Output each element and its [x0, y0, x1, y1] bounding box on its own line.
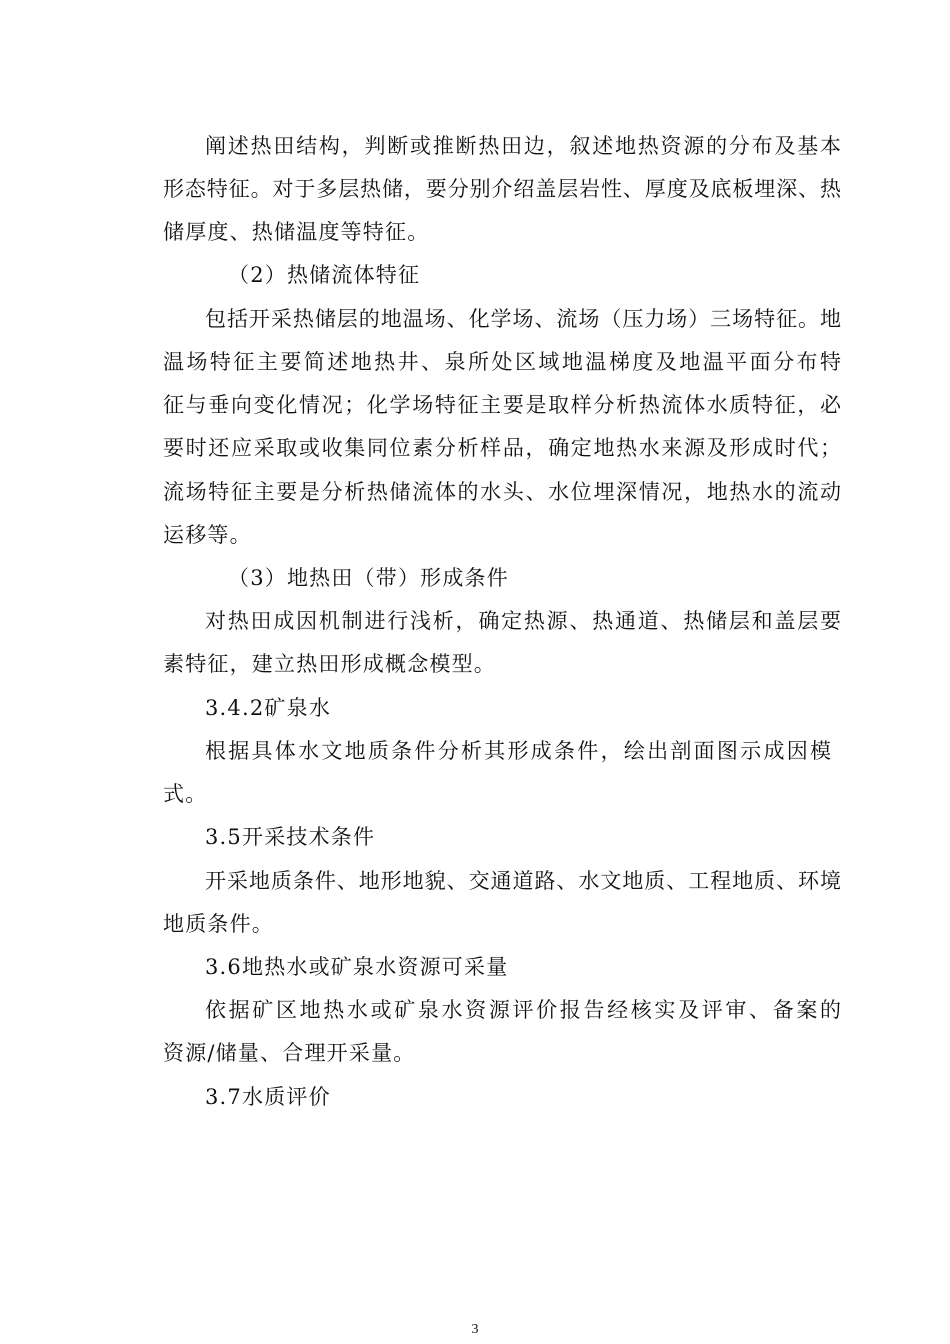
paragraph-line: 储厚度、热储温度等特征。 — [163, 220, 430, 244]
section-heading: 3.4.2矿泉水 — [205, 696, 332, 720]
section-heading: （2）热储流体特征 — [228, 263, 421, 287]
section-heading: 3.6地热水或矿泉水资源可采量 — [205, 955, 509, 979]
paragraph-line: 运移等。 — [163, 523, 252, 547]
paragraph-line: 依据矿区地热水或矿泉水资源评价报告经核实及评审、备案的 — [205, 998, 841, 1022]
page-number: 3 — [471, 1322, 479, 1337]
paragraph-line: 开采地质条件、地形地貌、交通道路、水文地质、工程地质、环境 — [205, 869, 841, 893]
paragraph-line: 资源/储量、合理开采量。 — [163, 1041, 416, 1065]
paragraph-line: 温场特征主要简述地热井、泉所处区域地温梯度及地温平面分布特 — [163, 350, 841, 374]
section-heading: （3）地热田（带）形成条件 — [228, 566, 509, 590]
paragraph-line: 形态特征。对于多层热储，要分别介绍盖层岩性、厚度及底板埋深、热 — [163, 177, 841, 201]
paragraph-line: 地质条件。 — [163, 912, 274, 936]
paragraph-line: 根据具体水文地质条件分析其形成条件，绘出剖面图示成因模 — [205, 739, 831, 763]
section-heading: 3.7水质评价 — [205, 1085, 331, 1109]
paragraph-line: 流场特征主要是分析热储流体的水头、水位埋深情况，地热水的流动 — [163, 480, 841, 504]
paragraph-line: 素特征，建立热田形成概念模型。 — [163, 652, 496, 676]
paragraph-line: 阐述热田结构，判断或推断热田边，叙述地热资源的分布及基本 — [205, 134, 841, 158]
section-heading: 3.5开采技术条件 — [205, 825, 376, 849]
paragraph-line: 征与垂向变化情况；化学场特征主要是取样分析热流体水质特征，必 — [163, 393, 841, 417]
paragraph-line: 要时还应采取或收集同位素分析样品，确定地热水来源及形成时代； — [163, 436, 841, 460]
paragraph-line: 包括开采热储层的地温场、化学场、流场（压力场）三场特征。地 — [205, 307, 841, 331]
paragraph-line: 式。 — [163, 782, 208, 806]
paragraph-line: 对热田成因机制进行浅析，确定热源、热通道、热储层和盖层要 — [205, 609, 841, 633]
